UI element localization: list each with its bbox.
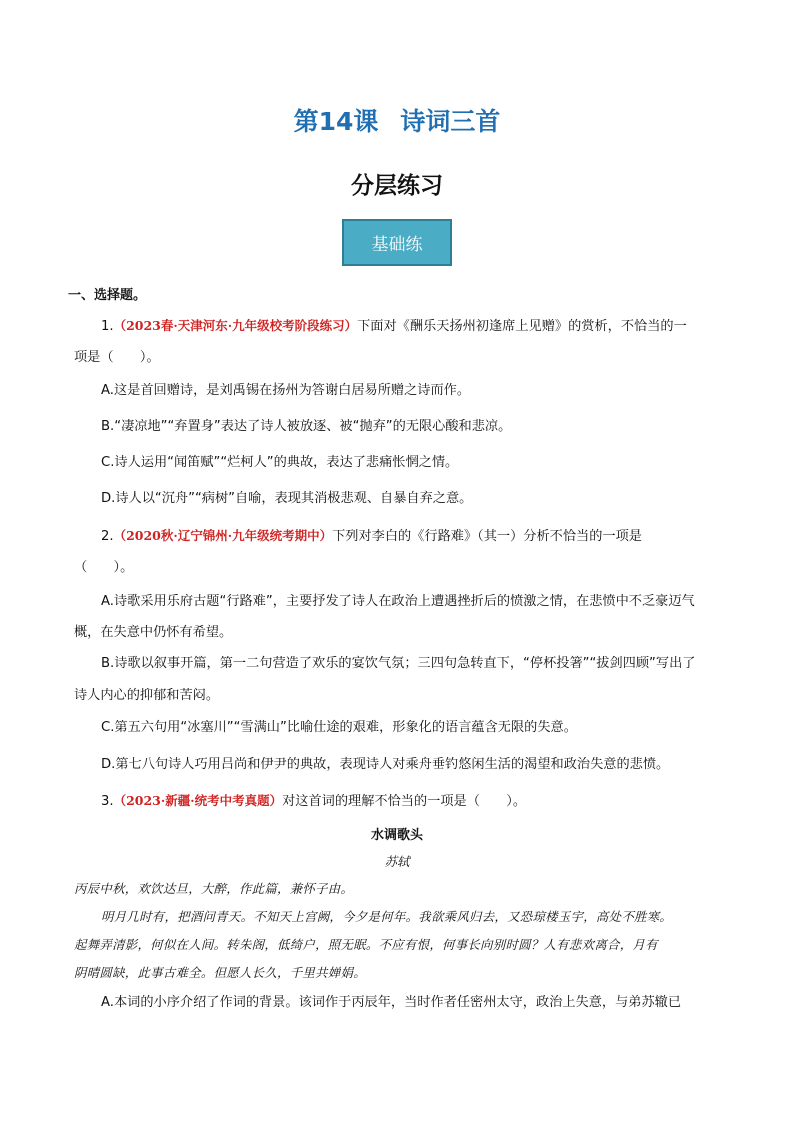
question-1-option-d: D.诗人以“沉舟”“病树”自喻，表现其消极悲观、自暴自弃之意。 [101,491,473,506]
section-heading: 一、选择题。 [68,288,147,303]
question-1-stem [101,316,687,337]
poem-line: 明月几时有，把酒问青天。不知天上宫阙，今夕是何年。我欲乘风归去，又恐琼楼玉宇，高处不胜寒。 [101,909,673,924]
question-2-option-d: D.第七八句诗人巧用吕尚和伊尹的典故，表现诗人对乘舟垂钓悠闲生活的渴望和政治失意的悲愤。 [101,757,670,772]
question-1-stem-cont: 项是（ ）。 [74,350,160,365]
question-text: 下列对李白的《行路难》（其一）分析不恰当的一项是 [332,529,642,544]
question-source: （2023·新疆·统考中考真题） [113,793,283,808]
lesson-number: 第14课 [293,107,379,136]
question-1-option-b: B.“凄凉地”“弃置身”表达了诗人被放逐、被“抛弃”的无限心酸和悲凉。 [101,419,512,434]
question-source: （2020秋·辽宁锦州·九年级统考期中） [113,528,333,543]
question-2-option-c: C.第五六句用“冰塞川”“雪满山”比喻仕途的艰难，形象化的语言蕴含无限的失意。 [101,720,577,735]
question-2-stem-cont: （ ）。 [74,560,134,575]
question-3-stem [101,791,526,812]
poem-preface: 丙辰中秋，欢饮达旦，大醉，作此篇，兼怀子由。 [74,881,354,896]
question-2-option-b: B.诗歌以叙事开篇，第一二句营造了欢乐的宴饮气氛；三四句急转直下，“停杯投箸”“拔剑四顾”写出了 [101,656,696,671]
question-number: 2. [101,529,114,544]
question-number: 1. [101,319,114,334]
question-3-option-a: A.本词的小序介绍了作词的背景。该词作于丙辰年，当时作者任密州太守，政治上失意，与弟苏辙已 [101,995,682,1010]
question-1-option-a: A.这是首回赠诗，是刘禹锡在扬州为答谢白居易所赠之诗而作。 [101,383,471,398]
question-2-option-a-cont: 概，在失意中仍怀有希望。 [74,625,233,640]
page-subtitle: 分层练习 [351,173,443,199]
lesson-title [0,102,794,138]
question-source: （2023春·天津河东·九年级校考阶段练习） [113,318,358,333]
question-2-option-b-cont: 诗人内心的抑郁和苦闷。 [74,688,220,703]
poem-line: 阴晴圆缺，此事古难全。但愿人长久，千里共婵娟。 [74,965,366,980]
lesson-name: 诗词三首 [400,107,501,136]
question-2-stem [101,526,642,547]
poem-author: 苏轼 [384,854,410,869]
question-1-option-c: C.诗人运用“闻笛赋”“烂柯人”的典故，表达了悲痛怅惘之情。 [101,455,459,470]
poem-line: 起舞弄清影，何似在人间。转朱阁，低绮户，照无眠。不应有恨，何事长向别时圆？人有悲欢离合，月有 [74,937,658,952]
question-text: 对这首词的理解不恰当的一项是（ ）。 [282,794,527,809]
question-number: 3. [101,794,114,809]
poem-title: 水调歌头 [370,828,423,843]
question-2-option-a: A.诗歌采用乐府古题“行路难”，主要抒发了诗人在政治上遭遇挫折后的愤激之情，在悲愤中不乏豪迈气 [101,594,695,609]
question-text: 下面对《酬乐天扬州初逢席上见赠》的赏析，不恰当的一 [357,319,687,334]
level-badge: 基础练 [342,219,452,266]
